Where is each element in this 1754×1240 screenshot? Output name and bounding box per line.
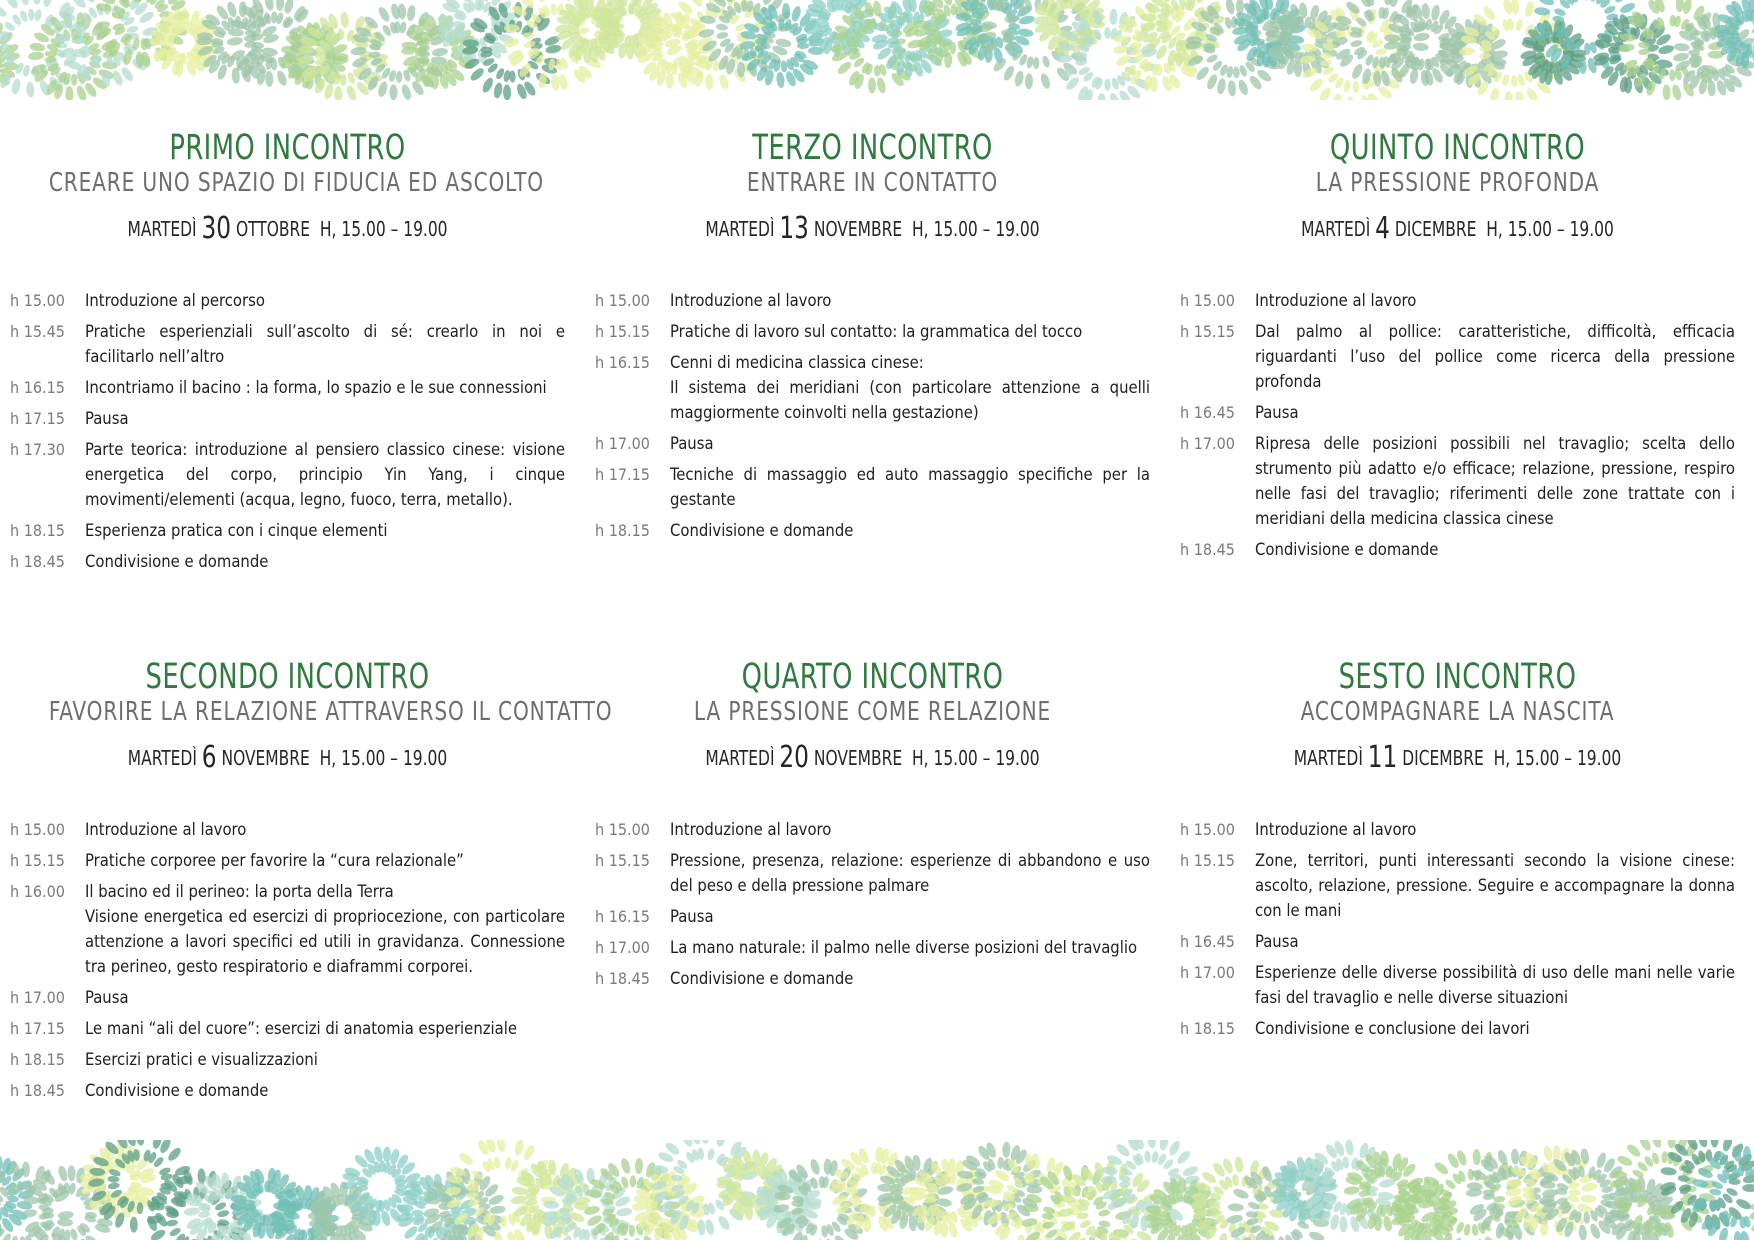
agenda-row bbox=[10, 437, 565, 512]
agenda-time: h 18.45 bbox=[10, 1081, 65, 1100]
agenda-time: h 17.00 bbox=[1180, 963, 1235, 982]
session-title: QUARTO INCONTRO bbox=[741, 657, 1004, 697]
agenda-time: h 18.45 bbox=[1180, 540, 1235, 559]
agenda-time: h 16.45 bbox=[1180, 403, 1235, 422]
agenda-description bbox=[1255, 319, 1735, 394]
agenda-list bbox=[10, 288, 565, 580]
agenda-description-line: Pratiche corporee per favorire la “cura relazionale” bbox=[85, 851, 464, 870]
date-day: 11 bbox=[1367, 740, 1398, 775]
session-title: SESTO INCONTRO bbox=[1338, 657, 1577, 697]
agenda-description bbox=[1255, 400, 1735, 425]
session-title: PRIMO INCONTRO bbox=[169, 128, 406, 168]
date-month: NOVEMBRE bbox=[221, 746, 310, 770]
agenda-description bbox=[85, 319, 565, 369]
agenda-description-line: Introduzione al lavoro bbox=[670, 291, 832, 310]
agenda-description-line: Esperienza pratica con i cinque elementi bbox=[85, 521, 388, 540]
agenda-description-line: Pausa bbox=[1255, 403, 1299, 422]
agenda-description bbox=[670, 966, 1150, 991]
agenda-time: h 17.00 bbox=[1180, 434, 1235, 453]
agenda-description bbox=[85, 1016, 565, 1041]
agenda-description bbox=[85, 817, 565, 842]
date-month: DICEMBRE bbox=[1394, 217, 1477, 241]
agenda-description-line: Condivisione e domande bbox=[85, 1081, 269, 1100]
date-prefix: MARTEDÌ bbox=[705, 746, 775, 770]
session-title: QUINTO INCONTRO bbox=[1329, 128, 1586, 168]
agenda-description-line: Tecniche di massaggio ed auto massaggio specifiche per la gestante bbox=[670, 465, 1150, 509]
agenda-time: h 15.00 bbox=[10, 291, 65, 310]
session-date bbox=[49, 740, 526, 775]
agenda-description bbox=[85, 879, 565, 979]
agenda-list bbox=[595, 817, 1150, 997]
agenda-row bbox=[1180, 431, 1735, 531]
floral-border-top bbox=[0, 0, 1754, 100]
agenda-description bbox=[85, 549, 565, 574]
agenda-description-line: Introduzione al lavoro bbox=[670, 820, 832, 839]
agenda-time: h 15.00 bbox=[595, 820, 650, 839]
agenda-row bbox=[1180, 1016, 1735, 1041]
session-date bbox=[634, 740, 1111, 775]
agenda-time: h 16.15 bbox=[595, 353, 650, 372]
agenda-description bbox=[1255, 1016, 1735, 1041]
agenda-row bbox=[595, 966, 1150, 991]
date-prefix: MARTEDÌ bbox=[1293, 746, 1363, 770]
date-day: 20 bbox=[779, 740, 809, 775]
agenda-description bbox=[1255, 817, 1735, 842]
agenda-row bbox=[10, 879, 565, 979]
agenda-description bbox=[1255, 960, 1735, 1010]
session-title: SECONDO INCONTRO bbox=[145, 657, 430, 697]
agenda-description-line: Introduzione al lavoro bbox=[85, 820, 247, 839]
date-prefix: MARTEDÌ bbox=[127, 217, 197, 241]
agenda-description bbox=[85, 518, 565, 543]
agenda-row bbox=[1180, 288, 1735, 313]
agenda-description-line: Esercizi pratici e visualizzazioni bbox=[85, 1050, 318, 1069]
date-prefix: MARTEDÌ bbox=[705, 217, 775, 241]
agenda-description-line: Condivisione e conclusione dei lavori bbox=[1255, 1019, 1530, 1038]
agenda-description bbox=[85, 1047, 565, 1072]
agenda-description bbox=[85, 406, 565, 431]
date-day: 30 bbox=[201, 211, 232, 246]
agenda-description-line: Il sistema dei meridiani (con particolare attenzione a quelli maggiormente coinvolti nella gestazione) bbox=[670, 378, 1150, 422]
agenda-description bbox=[85, 375, 565, 400]
session-sesto-incontro bbox=[1180, 657, 1735, 1038]
session-title: TERZO INCONTRO bbox=[752, 128, 993, 168]
session-subtitle: ACCOMPAGNARE LA NASCITA bbox=[1300, 697, 1615, 727]
agenda-time: h 15.15 bbox=[10, 851, 65, 870]
agenda-row bbox=[595, 817, 1150, 842]
session-subtitle: ENTRARE IN CONTATTO bbox=[746, 168, 999, 198]
agenda-description bbox=[670, 935, 1150, 960]
agenda-row bbox=[595, 462, 1150, 512]
agenda-time: h 16.45 bbox=[1180, 932, 1235, 951]
agenda-row bbox=[10, 985, 565, 1010]
agenda-description-line: Parte teorica: introduzione al pensiero classico cinese: visione energetica del corpo, principio Yin Yang, i cinque movimenti/elementi (acqua, legno, fuoco, terra, metallo). bbox=[85, 440, 565, 509]
agenda-description-line: Pratiche esperienziali sull’ascolto di sé: crearlo in noi e facilitarlo nell’altro bbox=[85, 322, 565, 366]
session-quinto-incontro bbox=[1180, 128, 1735, 559]
agenda-description-line: Pausa bbox=[85, 409, 129, 428]
date-hours: H, 15.00 – 19.00 bbox=[1486, 217, 1614, 241]
date-hours: H, 15.00 – 19.00 bbox=[912, 746, 1040, 770]
agenda-time: h 18.15 bbox=[595, 521, 650, 540]
agenda-row bbox=[10, 1078, 565, 1103]
agenda-row bbox=[10, 848, 565, 873]
agenda-description-line: Condivisione e domande bbox=[1255, 540, 1439, 559]
date-day: 4 bbox=[1375, 211, 1390, 246]
agenda-description-line: Pausa bbox=[670, 434, 714, 453]
date-day: 13 bbox=[779, 211, 809, 246]
agenda-description-line: Condivisione e domande bbox=[85, 552, 269, 571]
session-subtitle: LA PRESSIONE COME RELAZIONE bbox=[693, 697, 1052, 727]
agenda-row bbox=[1180, 319, 1735, 394]
agenda-description bbox=[1255, 431, 1735, 531]
agenda-description bbox=[670, 904, 1150, 929]
agenda-description-line: Pressione, presenza, relazione: esperienze di abbandono e uso del peso e della pressione palmare bbox=[670, 851, 1150, 895]
agenda-description bbox=[85, 437, 565, 512]
agenda-list bbox=[1180, 817, 1735, 1047]
agenda-row bbox=[10, 406, 565, 431]
agenda-description-line: Introduzione al lavoro bbox=[1255, 291, 1417, 310]
agenda-row bbox=[595, 319, 1150, 344]
agenda-row bbox=[10, 288, 565, 313]
agenda-time: h 17.15 bbox=[10, 1019, 65, 1038]
session-date bbox=[1219, 740, 1696, 775]
agenda-description-line: Introduzione al percorso bbox=[85, 291, 265, 310]
agenda-time: h 15.15 bbox=[595, 851, 650, 870]
agenda-description-line: Introduzione al lavoro bbox=[1255, 820, 1417, 839]
agenda-description bbox=[670, 518, 1150, 543]
agenda-time: h 17.15 bbox=[10, 409, 65, 428]
agenda-description bbox=[1255, 537, 1735, 562]
agenda-description-line: Incontriamo il bacino : la forma, lo spazio e le sue connessioni bbox=[85, 378, 547, 397]
agenda-row bbox=[10, 1047, 565, 1072]
agenda-row bbox=[10, 549, 565, 574]
agenda-time: h 15.45 bbox=[10, 322, 65, 341]
agenda-list bbox=[10, 817, 565, 1109]
agenda-row bbox=[1180, 848, 1735, 923]
agenda-time: h 16.00 bbox=[10, 882, 65, 901]
agenda-time: h 15.00 bbox=[1180, 291, 1235, 310]
agenda-description bbox=[85, 288, 565, 313]
agenda-description-line: Condivisione e domande bbox=[670, 521, 854, 540]
agenda-row bbox=[595, 848, 1150, 898]
agenda-row bbox=[595, 350, 1150, 425]
date-month: NOVEMBRE bbox=[813, 217, 903, 241]
agenda-description-line: Pausa bbox=[1255, 932, 1299, 951]
agenda-description-line: Cenni di medicina classica cinese: bbox=[670, 353, 924, 372]
session-subtitle: FAVORIRE LA RELAZIONE ATTRAVERSO IL CONTATTO bbox=[48, 697, 613, 727]
agenda-description bbox=[670, 319, 1150, 344]
agenda-list bbox=[595, 288, 1150, 549]
agenda-time: h 17.15 bbox=[595, 465, 650, 484]
session-subtitle: CREARE UNO SPAZIO DI FIDUCIA ED ASCOLTO bbox=[48, 168, 544, 198]
agenda-description bbox=[1255, 929, 1735, 954]
agenda-description bbox=[670, 288, 1150, 313]
session-subtitle: LA PRESSIONE PROFONDA bbox=[1315, 168, 1600, 198]
session-date bbox=[634, 211, 1111, 246]
agenda-row bbox=[595, 518, 1150, 543]
agenda-time: h 17.00 bbox=[595, 434, 650, 453]
agenda-description-line: Il bacino ed il perineo: la porta della Terra bbox=[85, 882, 394, 901]
agenda-row bbox=[595, 288, 1150, 313]
agenda-time: h 18.45 bbox=[10, 552, 65, 571]
agenda-description-line: Pausa bbox=[85, 988, 129, 1007]
agenda-row bbox=[595, 904, 1150, 929]
agenda-row bbox=[595, 935, 1150, 960]
agenda-time: h 15.00 bbox=[1180, 820, 1235, 839]
agenda-description bbox=[85, 985, 565, 1010]
date-month: OTTOBRE bbox=[235, 217, 311, 241]
agenda-time: h 16.15 bbox=[10, 378, 65, 397]
date-hours: H, 15.00 – 19.00 bbox=[319, 217, 448, 241]
agenda-description-line: Pratiche di lavoro sul contatto: la grammatica del tocco bbox=[670, 322, 1083, 341]
agenda-description bbox=[670, 350, 1150, 425]
agenda-row bbox=[10, 319, 565, 369]
agenda-time: h 17.00 bbox=[10, 988, 65, 1007]
agenda-row bbox=[595, 431, 1150, 456]
date-prefix: MARTEDÌ bbox=[1301, 217, 1371, 241]
agenda-time: h 15.15 bbox=[1180, 851, 1235, 870]
agenda-row bbox=[1180, 400, 1735, 425]
date-hours: H, 15.00 – 19.00 bbox=[319, 746, 448, 770]
agenda-time: h 18.15 bbox=[1180, 1019, 1235, 1038]
agenda-description bbox=[1255, 288, 1735, 313]
agenda-time: h 16.15 bbox=[595, 907, 650, 926]
agenda-time: h 18.15 bbox=[10, 1050, 65, 1069]
agenda-row bbox=[10, 518, 565, 543]
agenda-description-line: Esperienze delle diverse possibilità di uso delle mani nelle varie fasi del travaglio e nelle diverse situazioni bbox=[1255, 963, 1735, 1007]
session-quarto-incontro bbox=[595, 657, 1150, 988]
agenda-description bbox=[1255, 848, 1735, 923]
agenda-time: h 17.00 bbox=[595, 938, 650, 957]
agenda-description-line: Visione energetica ed esercizi di propriocezione, con particolare attenzione a lavori specifici ed utili in gravidanza. Connessione tra perineo, gesto respiratorio e diaframmi corporei. bbox=[85, 907, 565, 976]
agenda-row bbox=[1180, 929, 1735, 954]
agenda-description-line: Condivisione e domande bbox=[670, 969, 854, 988]
flower-burst bbox=[1190, 1156, 1286, 1240]
agenda-time: h 18.15 bbox=[10, 521, 65, 540]
agenda-description-line: Zone, territori, punti interessanti secondo la visione cinese: ascolto, relazione, pressione. Seguire e accompagnare la donna con le mani bbox=[1255, 851, 1735, 920]
agenda-description bbox=[670, 462, 1150, 512]
session-primo-incontro bbox=[10, 128, 565, 571]
agenda-row bbox=[1180, 537, 1735, 562]
session-date bbox=[1219, 211, 1696, 246]
date-month: NOVEMBRE bbox=[813, 746, 903, 770]
agenda-list bbox=[1180, 288, 1735, 568]
agenda-row bbox=[1180, 817, 1735, 842]
date-month: DICEMBRE bbox=[1402, 746, 1484, 770]
date-prefix: MARTEDÌ bbox=[127, 746, 197, 770]
session-terzo-incontro bbox=[595, 128, 1150, 540]
date-hours: H, 15.00 – 19.00 bbox=[912, 217, 1040, 241]
agenda-time: h 15.15 bbox=[595, 322, 650, 341]
agenda-description bbox=[670, 848, 1150, 898]
agenda-description bbox=[670, 431, 1150, 456]
agenda-row bbox=[10, 1016, 565, 1041]
agenda-time: h 15.00 bbox=[595, 291, 650, 310]
agenda-time: h 18.45 bbox=[595, 969, 650, 988]
agenda-time: h 15.15 bbox=[1180, 322, 1235, 341]
date-day: 6 bbox=[201, 740, 217, 775]
agenda-description-line: Pausa bbox=[670, 907, 714, 926]
agenda-row bbox=[10, 817, 565, 842]
session-secondo-incontro bbox=[10, 657, 613, 1100]
agenda-description bbox=[85, 848, 565, 873]
agenda-description bbox=[85, 1078, 565, 1103]
agenda-description-line: La mano naturale: il palmo nelle diverse posizioni del travaglio bbox=[670, 938, 1138, 957]
agenda-description-line: Ripresa delle posizioni possibili nel travaglio; scelta dello strumento più adatto e/o efficace; relazione, pressione, respiro nelle fasi del travaglio; riferimenti delle zone trattate con i meridiani della medicina classica cinese bbox=[1255, 434, 1735, 528]
agenda-row bbox=[10, 375, 565, 400]
date-hours: H, 15.00 – 19.00 bbox=[1493, 746, 1622, 770]
agenda-description-line: Le mani “ali del cuore”: esercizi di anatomia esperienziale bbox=[85, 1019, 517, 1038]
session-date bbox=[49, 211, 526, 246]
agenda-time: h 17.30 bbox=[10, 440, 65, 459]
agenda-description bbox=[670, 817, 1150, 842]
agenda-time: h 15.00 bbox=[10, 820, 65, 839]
floral-border-bottom bbox=[0, 1140, 1754, 1240]
agenda-description-line: Dal palmo al pollice: caratteristiche, difficoltà, efficacia riguardanti l’uso del pollice come ricerca della pressione profonda bbox=[1255, 322, 1735, 391]
agenda-row bbox=[1180, 960, 1735, 1010]
